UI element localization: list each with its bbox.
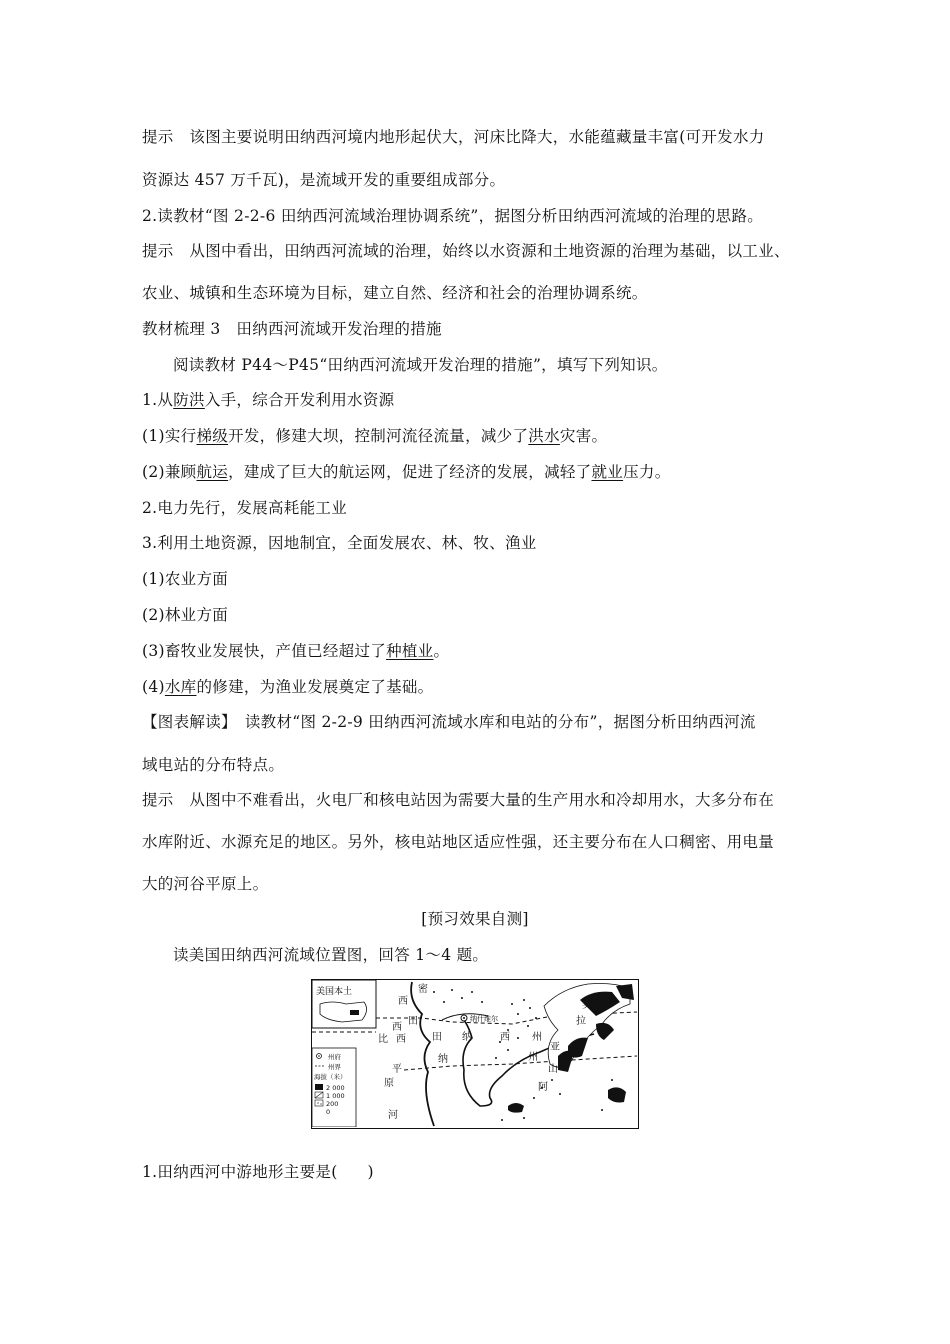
item-1-1 <box>142 426 607 446</box>
blank-answer-flood-control: 防洪 <box>173 391 205 409</box>
tennessee-location-map <box>311 979 639 1129</box>
hint-paragraph-3-line-2: 水库附近、水源充足的地区。另外，核电站地区适应性强，还主要分布在人口稠密、用电量 <box>142 833 775 851</box>
map-char: 亚 <box>550 1042 560 1053</box>
chart-reading-line-1: 【图表解读】 读教材“图 2-2-9 田纳西河流域水库和电站的分布”，据图分析田纳西河流 <box>142 713 756 731</box>
item-3-3-text-b: 。 <box>433 642 450 660</box>
map-char: 田 <box>408 1016 418 1027</box>
question-1 <box>142 1162 374 1182</box>
map-char: 比 <box>378 1034 388 1045</box>
item-3-3 <box>142 641 449 661</box>
hint-paragraph-3-line-1: 提示 从图中不难看出，火电厂和核电站因为需要大量的生产用水和冷却用水，大多分布在 <box>142 791 775 809</box>
hint-paragraph-2-line-2: 农业、城镇和生态环境为目标，建立自然、经济和社会的治理协调系统。 <box>142 284 648 302</box>
hint-paragraph-1-line-1: 提示 该图主要说明田纳西河境内地形起伏大，河床比降大，水能蕴藏量丰富(可开发水力 <box>142 128 765 146</box>
map-char: 原 <box>384 1078 394 1089</box>
item-1-2-text-b: ，建成了巨大的航运网，促进了经济的发展，减轻了 <box>228 463 592 481</box>
blank-answer-flood: 洪水 <box>528 427 560 445</box>
item-3-1: (1)农业方面 <box>142 570 229 588</box>
item-2-heading: 2.电力先行，发展高耗能工业 <box>142 499 347 517</box>
item-3-2: (2)林业方面 <box>142 606 229 624</box>
blank-answer-cascade: 梯级 <box>196 427 229 445</box>
item-3-3-text-a: (3)畜牧业发展快，产值已经超过了 <box>142 642 387 660</box>
hint-paragraph-3-line-3: 大的河谷平原上。 <box>142 875 269 893</box>
item-1-text-b: 入手，综合开发利用水资源 <box>204 391 395 409</box>
self-test-instruction: 读美国田纳西河流域位置图，回答 1～4 题。 <box>173 946 489 964</box>
chart-reading-line-2: 域电站的分布特点。 <box>142 756 285 774</box>
self-test-heading: [预习效果自测] <box>421 910 529 928</box>
reading-instruction: 阅读教材 P44～P45“田纳西河流域开发治理的措施”，填写下列知识。 <box>173 356 668 374</box>
question-1-close-paren: ) <box>367 1163 374 1181</box>
map-inset-label: 美国本土 <box>316 987 353 997</box>
item-3-4-text-a: (4) <box>142 678 165 696</box>
legend-boundary-label: 州界 <box>328 1063 341 1071</box>
legend-capital-label: 州府 <box>328 1053 341 1061</box>
item-1-heading <box>142 390 394 410</box>
legend-elevation-title: 海拔（米） <box>314 1073 347 1081</box>
blank-answer-reservoir: 水库 <box>164 678 197 696</box>
map-char: 山 <box>548 1064 558 1075</box>
hint-paragraph-1-line-2: 资源达 457 万千瓦)，是流域开发的重要组成部分。 <box>142 171 506 189</box>
item-3-4-text-b: 的修建，为渔业发展奠定了基础。 <box>196 678 434 696</box>
blank-answer-planting: 种植业 <box>386 642 434 660</box>
section-heading: 教材梳理 3 田纳西河流域开发治理的措施 <box>142 320 442 338</box>
map-char: 西 <box>500 1032 510 1043</box>
map-char: 河 <box>388 1110 398 1121</box>
question-2-text: 2.读教材“图 2-2-6 田纳西河流域治理协调系统”，据图分析田纳西河流域的治理的思路。 <box>142 207 764 225</box>
map-char: 纳 <box>462 1032 472 1043</box>
map-legend <box>312 1048 356 1127</box>
legend-level: 200 <box>326 1100 339 1108</box>
legend-level: 2 000 <box>326 1084 345 1092</box>
map-char: 纳 <box>438 1054 448 1065</box>
map-char: 西 <box>396 1034 406 1045</box>
item-1-2 <box>142 462 671 482</box>
map-char: 州 <box>532 1032 542 1043</box>
hint-paragraph-2-line-1: 提示 从图中看出，田纳西河流域的治理，始终以水资源和土地资源的治理为基础，以工业、 <box>142 242 790 260</box>
blank-answer-employment: 就业 <box>591 463 624 481</box>
item-1-1-text-a: (1)实行 <box>142 427 197 445</box>
map-char: 拉 <box>576 1016 586 1027</box>
map-char: 西 <box>392 1022 402 1033</box>
question-1-text: 1.田纳西河中游地形主要是( <box>142 1163 338 1181</box>
map-city-label: 纳什维尔 <box>470 1015 498 1023</box>
item-1-2-text-a: (2)兼顾 <box>142 463 197 481</box>
legend-level: 0 <box>326 1108 331 1116</box>
item-3-heading: 3.利用土地资源，因地制宜，全面发展农、林、牧、渔业 <box>142 534 537 552</box>
blank-answer-shipping: 航运 <box>196 463 229 481</box>
map-char: 阿 <box>538 1082 548 1093</box>
item-3-4 <box>142 677 433 697</box>
item-1-1-text-b: 开发，修建大坝，控制河流径流量，减少了 <box>228 427 529 445</box>
legend-level: 1 000 <box>326 1092 345 1100</box>
item-1-1-text-c: 灾害。 <box>559 427 608 445</box>
map-char: 契 <box>582 1000 592 1011</box>
item-1-text-a: 1.从 <box>142 391 174 409</box>
map-char: 平 <box>392 1064 402 1075</box>
map-char: 田 <box>432 1032 442 1043</box>
map-char: 西 <box>398 996 408 1007</box>
map-char: 密 <box>418 984 428 995</box>
item-1-2-text-c: 压力。 <box>623 463 671 481</box>
map-char: 州 <box>528 1052 538 1063</box>
